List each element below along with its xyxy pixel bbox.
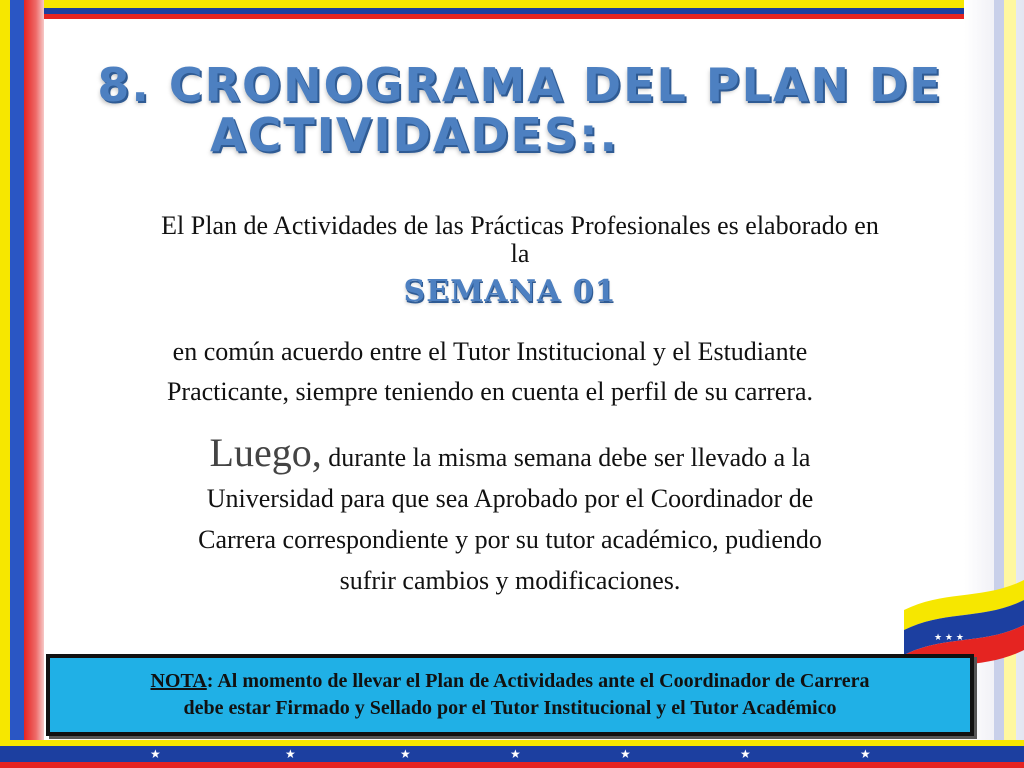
- agreement-line-1: en común acuerdo entre el Tutor Institucional y el Estudiante: [172, 337, 808, 366]
- top-red-stripe: [0, 14, 1024, 19]
- agreement-paragraph: [60, 332, 920, 412]
- luego-word: Luego,: [209, 430, 322, 475]
- star-icon: ★: [740, 747, 751, 761]
- star-icon: ★: [510, 747, 521, 761]
- semana-heading: SEMANA 01: [403, 274, 617, 309]
- intro-text-end: la: [510, 239, 530, 268]
- approval-line-2: Universidad para que sea Aprobado por el Coordinador de: [206, 484, 814, 513]
- agreement-line-2: Practicante, siempre teniendo en cuenta el perfil de su carrera.: [166, 377, 814, 406]
- title-line-2: ACTIVIDADES:.: [210, 108, 619, 162]
- star-icon: ★: [150, 747, 161, 761]
- approval-paragraph: [80, 432, 940, 601]
- left-red-stripe: [24, 0, 44, 768]
- intro-text: El Plan de Actividades de las Prácticas Profesionales es elaborado en: [161, 211, 879, 240]
- intro-paragraph: [50, 206, 990, 274]
- top-yellow-stripe: [0, 0, 1024, 8]
- svg-text:★ ★ ★: ★ ★ ★: [934, 633, 964, 643]
- left-blue-stripe: [10, 0, 24, 768]
- star-icon: ★: [285, 747, 296, 761]
- title-line-1: 8. CRONOGRAMA DEL PLAN DE: [97, 58, 943, 112]
- approval-line-1: durante la misma semana debe ser llevado a la: [321, 443, 811, 472]
- note-box: [46, 654, 974, 736]
- bottom-red-stripe: [0, 762, 1024, 768]
- note-line-1: : Al momento de llevar el Plan de Actividades ante el Coordinador de Carrera: [206, 670, 870, 692]
- note-line-1-container: [50, 668, 970, 695]
- note-line-2: debe estar Firmado y Sellado por el Tutor Institucional y el Tutor Académico: [183, 697, 837, 719]
- left-yellow-stripe: [0, 0, 10, 768]
- approval-line-3: Carrera correspondiente y por su tutor académico, pudiendo: [198, 525, 822, 554]
- slide-title: [80, 60, 960, 160]
- star-icon: ★: [400, 747, 411, 761]
- star-icon: ★: [860, 747, 871, 761]
- star-icon: ★: [620, 747, 631, 761]
- note-label: NOTA: [150, 670, 207, 692]
- approval-line-4: sufrir cambios y modificaciones.: [339, 566, 681, 595]
